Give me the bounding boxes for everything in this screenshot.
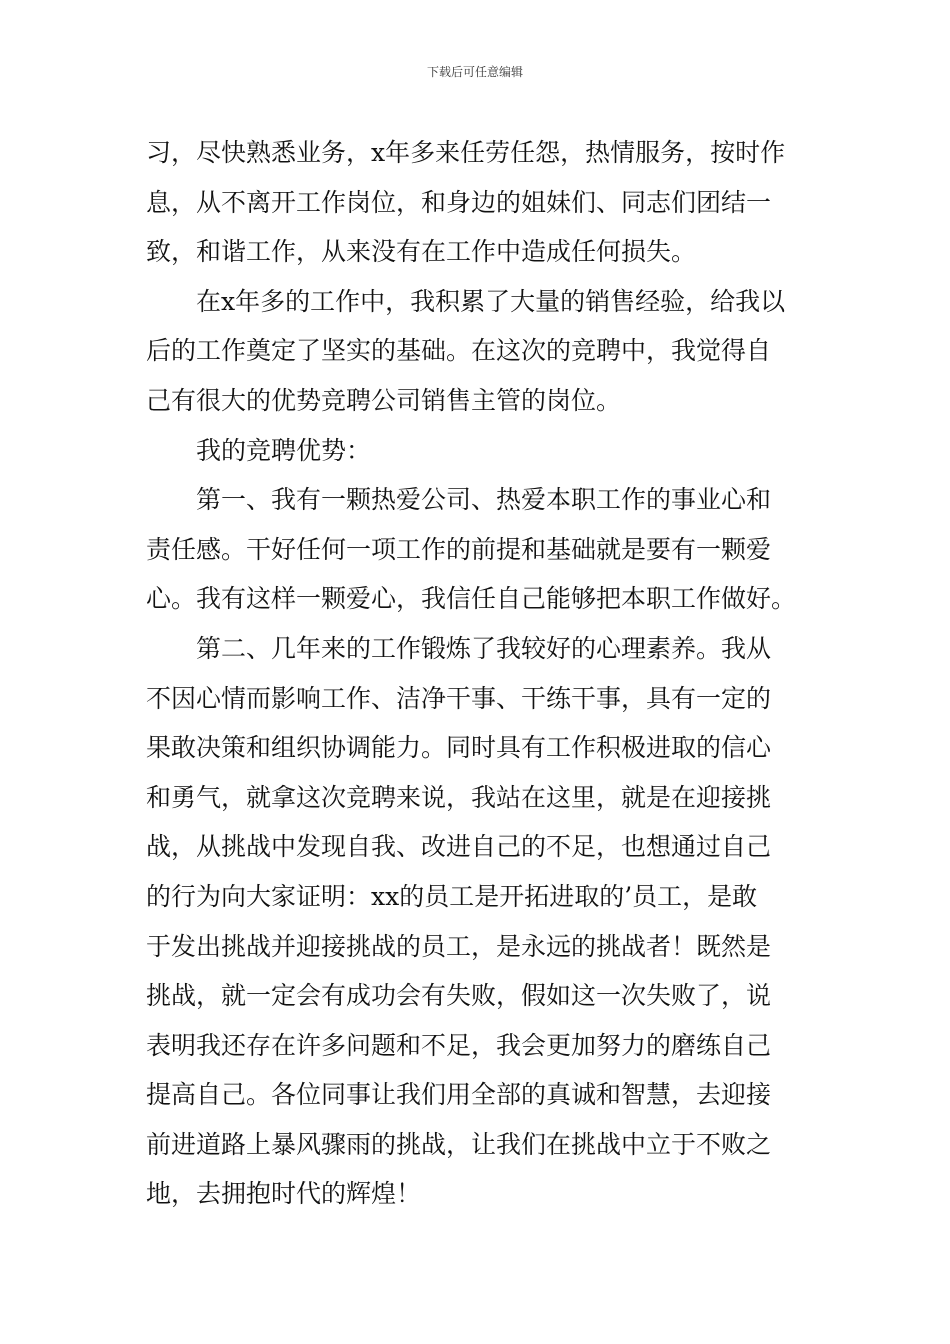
text-line: 挑战，就一定会有成功会有失败，假如这一次失败了，说 [146, 981, 772, 1011]
text-line: 果敢决策和组织协调能力。同时具有工作积极进取的信心 [146, 733, 772, 763]
text-line: 第二、几年来的工作锻炼了我较好的心理素养。我从 [196, 633, 772, 663]
text-line: 第一、我有一颗热爱公司、热爱本职工作的事业心和 [196, 485, 772, 515]
text-line: 前进道路上暴风骤雨的挑战，让我们在挑战中立于不败之 [146, 1129, 772, 1159]
text-line: 于发出挑战并迎接挑战的员工，是永远的挑战者！既然是 [146, 931, 772, 961]
text-line: 我的竞聘优势： [196, 435, 372, 465]
text-line: 在x年多的工作中，我积累了大量的销售经验，给我以 [196, 286, 786, 316]
text-line: 的行为向大家证明：xx的员工是开拓进取的’员工，是敢 [146, 881, 758, 911]
text-line: 致，和谐工作，从来没有在工作中造成任何损失。 [146, 237, 697, 267]
text-line: 责任感。干好任何一项工作的前提和基础就是要有一颗爱 [146, 534, 772, 564]
text-line: 不因心情而影响工作、洁净干事、干练干事，具有一定的 [146, 683, 772, 713]
text-line: 心。我有这样一颗爱心，我信任自己能够把本职工作做好。 [146, 584, 797, 614]
text-line: 息，从不离开工作岗位，和身边的姐妹们、同志们团结一 [146, 187, 772, 217]
text-line: 和勇气，就拿这次竞聘来说，我站在这里，就是在迎接挑 [146, 782, 772, 812]
text-line: 提高自己。各位同事让我们用全部的真诚和智慧，去迎接 [146, 1080, 772, 1110]
text-line: 己有很大的优势竞聘公司销售主管的岗位。 [146, 385, 622, 415]
text-line: 表明我还存在许多问题和不足，我会更加努力的磨练自己 [146, 1030, 772, 1060]
document-body [146, 128, 806, 1219]
page-header: 下载后可任意编辑 [426, 65, 523, 79]
text-line: 习，尽快熟悉业务，x年多来任劳任怨，热情服务，按时作 [146, 138, 786, 167]
text-line: 地，去拥抱时代的辉煌！ [146, 1179, 422, 1209]
text-line: 后的工作奠定了坚实的基础。在这次的竞聘中，我觉得自 [146, 336, 772, 366]
text-line: 战，从挑战中发现自我、改进自己的不足，也想通过自己 [146, 832, 772, 862]
